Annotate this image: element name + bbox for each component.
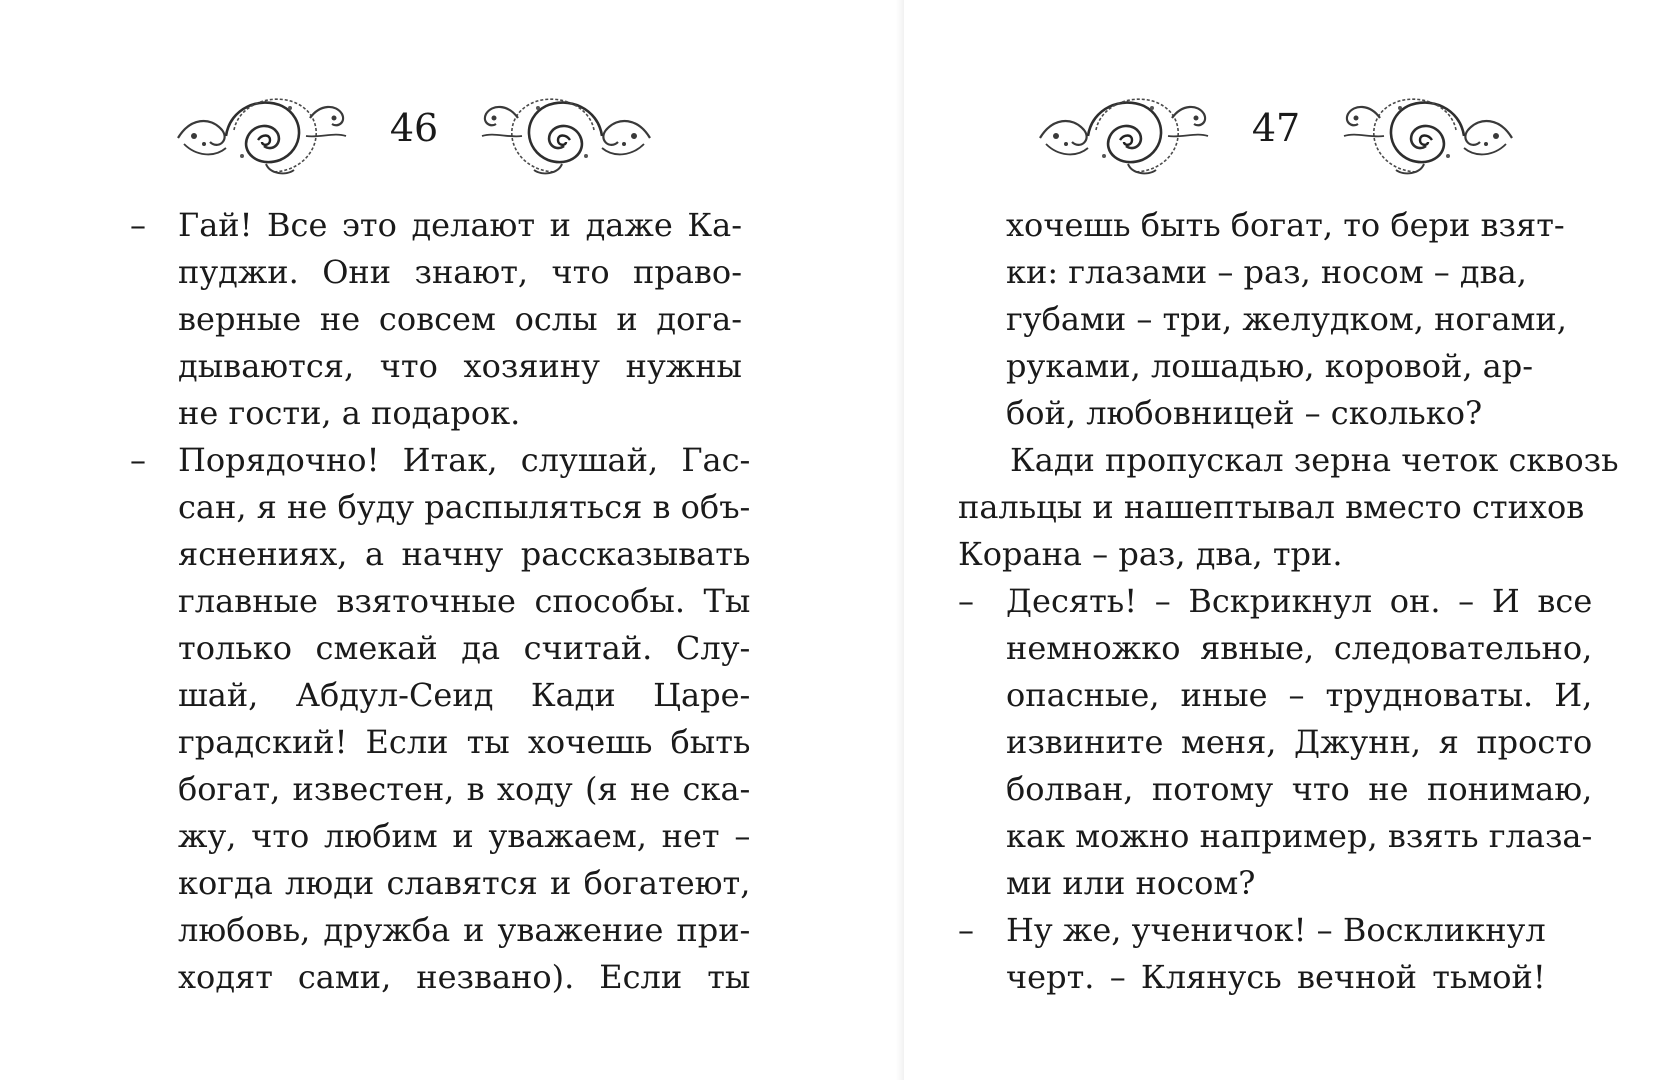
- text-line: главные взяточные способы. Ты: [178, 582, 751, 620]
- dialogue-dash: –: [130, 206, 146, 244]
- text-line: руками, лошадью, коровой, ар-: [1006, 347, 1534, 385]
- text-line: шай, Абдул-Сеид Кади Царе-: [178, 676, 751, 714]
- text-line: градский! Если ты хочешь быть: [178, 723, 751, 761]
- left-page-text: [130, 202, 751, 1001]
- scroll-flourish-icon: [1032, 78, 1214, 178]
- text-line: как можно например, взять глаза-: [1006, 817, 1593, 855]
- page-number: 47: [1251, 106, 1301, 150]
- text-line: дываются, что хозяину нужны: [178, 347, 742, 385]
- scroll-flourish-icon: [476, 78, 658, 178]
- text-line: когда люди славятся и богатеют,: [178, 864, 751, 902]
- text-line: немножко явные, следовательно,: [1006, 629, 1593, 667]
- dialogue-dash: –: [958, 582, 974, 620]
- text-line: Порядочно! Итак, слушай, Гас-: [178, 441, 751, 479]
- dialogue-paragraph: [130, 202, 742, 437]
- scroll-flourish-icon: [1338, 78, 1520, 178]
- text-line: богат, известен, в ходу (я не ска-: [178, 770, 751, 808]
- dialogue-paragraph: [958, 907, 1546, 1001]
- text-line: извините меня, Джунн, я просто: [1006, 723, 1593, 761]
- text-line: верные не совсем ослы и дога-: [178, 300, 742, 338]
- dialogue-paragraph: [958, 578, 1593, 907]
- text-line: Корана – раз, два, три.: [958, 535, 1343, 573]
- left-page-header: [170, 78, 658, 178]
- text-line: не гости, а подарок.: [178, 394, 521, 432]
- continuation-paragraph: [958, 202, 1567, 437]
- text-line: черт. – Клянусь вечной тьмой!: [1006, 958, 1546, 996]
- text-line: Гай! Все это делают и даже Ка-: [178, 206, 742, 244]
- text-line: только смекай да считай. Слу-: [178, 629, 751, 667]
- text-line: яснениях, а начну рассказывать: [178, 535, 751, 573]
- text-line: ми или носом?: [1006, 864, 1256, 902]
- scroll-flourish-icon: [170, 78, 352, 178]
- dialogue-dash: –: [130, 441, 146, 479]
- text-line: сан, я не буду распыляться в объ-: [178, 488, 751, 526]
- dialogue-paragraph: [130, 437, 751, 1001]
- right-page: [904, 0, 1670, 1080]
- text-line: любовь, дружба и уважение при-: [178, 911, 751, 949]
- text-line: опасные, иные – трудноваты. И,: [1006, 676, 1593, 714]
- text-line: пуджи. Они знают, что право-: [178, 253, 742, 291]
- text-line: жу, что любим и уважаем, нет –: [178, 817, 751, 855]
- text-line: болван, потому что не понимаю,: [1006, 770, 1593, 808]
- text-line: ходят сами, незвано). Если ты: [178, 958, 751, 996]
- text-line: ки: глазами – раз, носом – два,: [1006, 253, 1527, 291]
- page-number: 46: [389, 106, 439, 150]
- text-line: бой, любовницей – сколько?: [1006, 394, 1483, 432]
- right-page-text: [958, 202, 1619, 1001]
- text-line: Кади пропускал зерна четок сквозь: [1010, 441, 1619, 479]
- text-line: губами – три, желудком, ногами,: [1006, 300, 1567, 338]
- dialogue-dash: –: [958, 911, 974, 949]
- text-line: хочешь быть богат, то бери взят-: [1006, 206, 1565, 244]
- text-line: Ну же, ученичок! – Воскликнул: [1006, 911, 1546, 949]
- right-page-header: [1032, 78, 1520, 178]
- text-line: Десять! – Вскрикнул он. – И все: [1006, 582, 1593, 620]
- text-line: пальцы и нашептывал вместо стихов: [958, 488, 1585, 526]
- narration-paragraph: [958, 437, 1619, 578]
